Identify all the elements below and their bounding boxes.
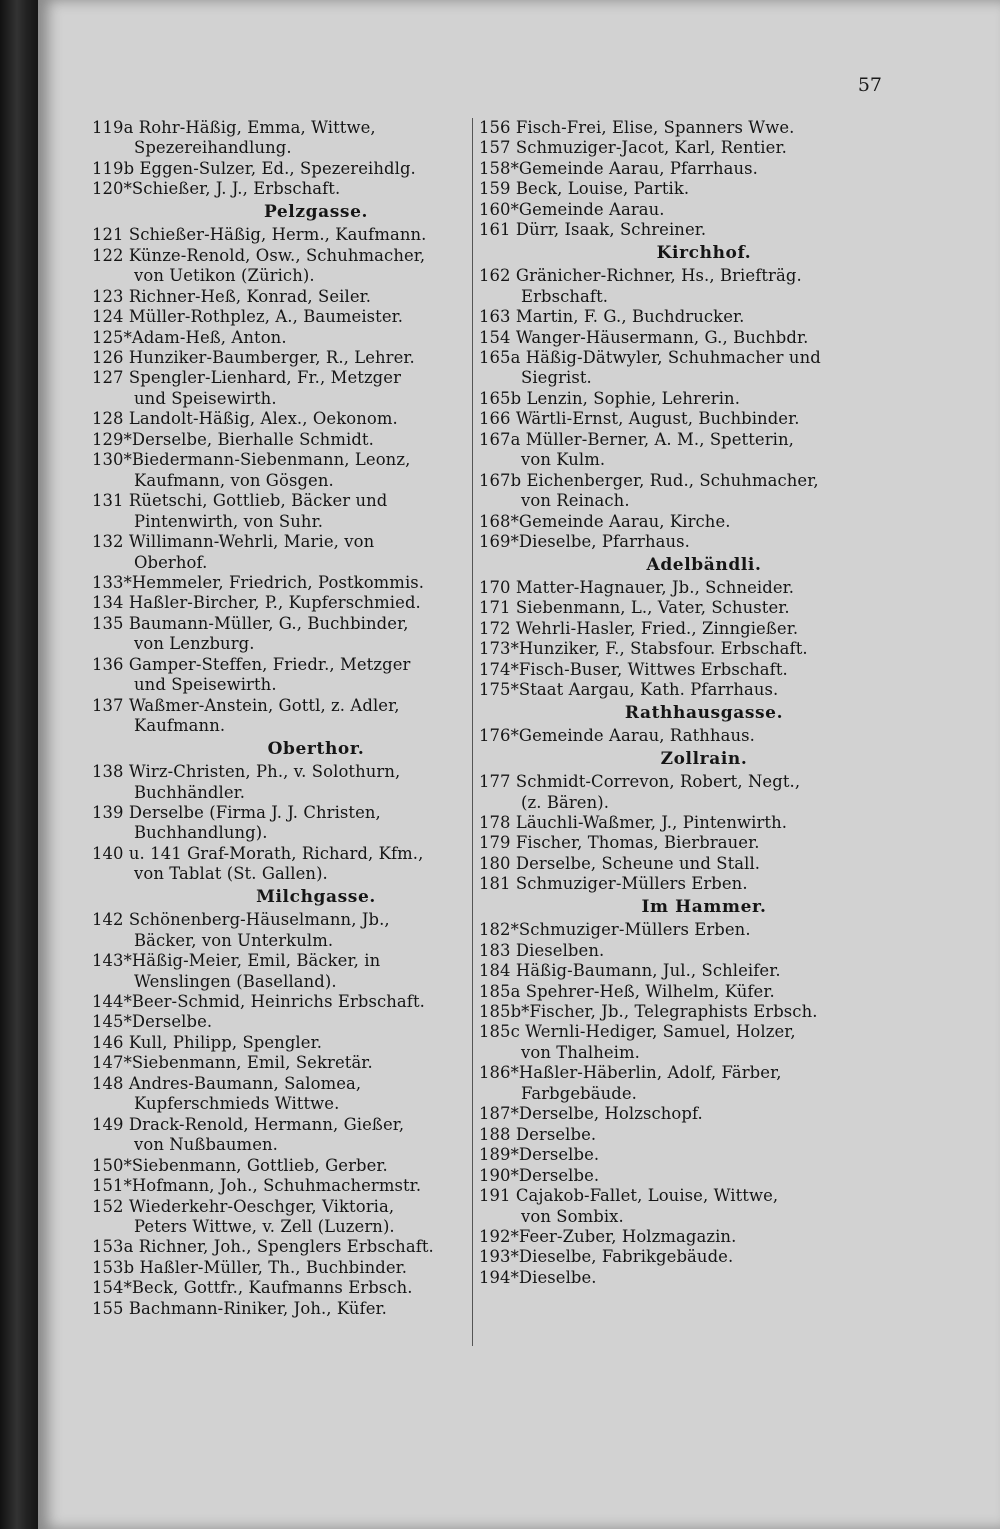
address-entry: 155 Bachmann-Riniker, Joh., Küfer. xyxy=(92,1298,387,1318)
entry-continuation: Peters Wittwe, v. Zell (Luzern). xyxy=(134,1217,395,1237)
address-entry: 121 Schießer-Häßig, Herm., Kaufmann. xyxy=(92,225,427,245)
address-entry: 147*Siebenmann, Emil, Sekretär. xyxy=(92,1053,373,1073)
address-entry: 128 Landolt-Häßig, Alex., Oekonom. xyxy=(92,409,398,429)
address-entry: 142 Schönenberg-Häuselmann, Jb., xyxy=(92,910,390,930)
address-entry: 184 Häßig-Baumann, Jul., Schleifer. xyxy=(479,961,781,981)
left-column xyxy=(92,118,500,1319)
entry-continuation: Farbgebäude. xyxy=(521,1083,637,1103)
address-entry: 189*Derselbe. xyxy=(479,1145,600,1165)
address-entry: 187*Derselbe, Holzschopf. xyxy=(479,1104,703,1124)
address-entry: 186*Haßler-Häberlin, Adolf, Färber, xyxy=(479,1063,782,1083)
address-entry: 190*Derselbe. xyxy=(479,1165,600,1185)
address-entry: 150*Siebenmann, Gottlieb, Gerber. xyxy=(92,1155,388,1175)
address-entry: 119a Rohr-Häßig, Emma, Wittwe, xyxy=(92,118,376,137)
entry-continuation: Spezereihandlung. xyxy=(134,138,292,158)
address-entry: 153a Richner, Joh., Spenglers Erbschaft. xyxy=(92,1237,434,1257)
address-entry: 127 Spengler-Lienhard, Fr., Metzger xyxy=(92,368,402,388)
address-entry: 166 Wärtli-Ernst, August, Buchbinder. xyxy=(479,409,800,429)
entry-continuation: und Speisewirth. xyxy=(134,675,277,695)
address-entry: 130*Biedermann-Siebenmann, Leonz, xyxy=(92,450,411,470)
address-entry: 176*Gemeinde Aarau, Rathhaus. xyxy=(479,726,755,746)
address-entry: 151*Hofmann, Joh., Schuhmachermstr. xyxy=(92,1176,422,1196)
address-entry: 182*Schmuziger-Müllers Erben. xyxy=(479,920,751,940)
address-entry: 169*Dieselbe, Pfarrhaus. xyxy=(479,532,690,552)
address-entry: 193*Dieselbe, Fabrikgebäude. xyxy=(479,1247,734,1267)
address-entry: 129*Derselbe, Bierhalle Schmidt. xyxy=(92,429,374,449)
right-column xyxy=(479,118,899,1288)
entry-continuation: von Thalheim. xyxy=(521,1042,640,1062)
address-entry: 153b Haßler-Müller, Th., Buchbinder. xyxy=(92,1257,408,1277)
street-heading: Im Hammer. xyxy=(641,896,767,917)
address-entry: 123 Richner-Heß, Konrad, Seiler. xyxy=(92,286,372,306)
address-entry: 185c Wernli-Hediger, Samuel, Holzer, xyxy=(479,1022,796,1042)
entry-continuation: Erbschaft. xyxy=(521,286,609,306)
address-entry: 167a Müller-Berner, A. M., Spetterin, xyxy=(479,429,794,449)
address-entry: 180 Derselbe, Scheune und Stall. xyxy=(479,853,761,873)
address-entry: 119b Eggen-Sulzer, Ed., Spezereihdlg. xyxy=(92,158,416,178)
address-entry: 145*Derselbe. xyxy=(92,1012,213,1032)
address-entry: 167b Eichenberger, Rud., Schuhmacher, xyxy=(479,470,819,490)
page-number: 57 xyxy=(857,74,882,96)
address-entry: 162 Gränicher-Richner, Hs., Briefträg. xyxy=(479,266,802,286)
entry-continuation: von Sombix. xyxy=(521,1206,624,1226)
entry-continuation: Bäcker, von Unterkulm. xyxy=(134,930,334,950)
column-divider xyxy=(472,118,473,1346)
street-heading: Rathhausgasse. xyxy=(624,702,784,723)
address-entry: 157 Schmuziger-Jacot, Karl, Rentier. xyxy=(479,138,787,158)
entry-continuation: von Reinach. xyxy=(521,491,630,511)
address-entry: 137 Waßmer-Anstein, Gottl, z. Adler, xyxy=(92,695,400,715)
address-entry: 178 Läuchli-Waßmer, J., Pintenwirth. xyxy=(479,812,788,832)
street-heading: Pelzgasse. xyxy=(263,201,369,222)
address-entry: 173*Hunziker, F., Stabsfour. Erbschaft. xyxy=(479,639,808,659)
address-entry: 138 Wirz-Christen, Ph., v. Solothurn, xyxy=(92,762,401,782)
address-entry: 160*Gemeinde Aarau. xyxy=(479,199,665,219)
book-spine xyxy=(0,0,38,1529)
entry-continuation: (z. Bären). xyxy=(521,792,610,812)
entry-continuation: von Nußbaumen. xyxy=(134,1135,278,1155)
street-heading: Adelbändli. xyxy=(646,554,762,575)
address-entry: 192*Feer-Zuber, Holzmagazin. xyxy=(479,1227,737,1247)
address-entry: 191 Cajakob-Fallet, Louise, Wittwe, xyxy=(479,1186,779,1206)
address-entry: 134 Haßler-Bircher, P., Kupferschmied. xyxy=(92,593,421,613)
address-entry: 135 Baumann-Müller, G., Buchbinder, xyxy=(92,613,409,633)
address-entry: 165b Lenzin, Sophie, Lehrerin. xyxy=(479,388,741,408)
street-heading: Oberthor. xyxy=(267,738,365,759)
address-entry: 143*Häßig-Meier, Emil, Bäcker, in xyxy=(92,951,381,971)
address-entry: 175*Staat Aargau, Kath. Pfarrhaus. xyxy=(479,680,779,700)
address-entry: 179 Fischer, Thomas, Bierbrauer. xyxy=(479,833,760,853)
entry-continuation: von Lenzburg. xyxy=(134,634,255,654)
entry-continuation: von Kulm. xyxy=(521,450,606,470)
address-entry: 159 Beck, Louise, Partik. xyxy=(479,179,690,199)
address-entry: 152 Wiederkehr-Oeschger, Viktoria, xyxy=(92,1196,395,1216)
address-entry: 161 Dürr, Isaak, Schreiner. xyxy=(479,220,707,240)
address-entry: 131 Rüetschi, Gottlieb, Bäcker und xyxy=(92,491,388,511)
address-entry: 140 u. 141 Graf-Morath, Richard, Kfm., xyxy=(92,843,424,863)
entry-continuation: Buchhändler. xyxy=(134,782,246,802)
street-heading: Kirchhof. xyxy=(656,242,752,263)
entry-continuation: Wenslingen (Baselland). xyxy=(134,971,337,991)
address-entry: 177 Schmidt-Correvon, Robert, Negt., xyxy=(479,772,801,792)
address-entry: 148 Andres-Baumann, Salomea, xyxy=(92,1073,362,1093)
address-entry: 163 Martin, F. G., Buchdrucker. xyxy=(479,307,745,327)
entry-continuation: Kupferschmieds Wittwe. xyxy=(134,1094,340,1114)
entry-continuation: Oberhof. xyxy=(134,552,208,572)
address-entry: 185a Spehrer-Heß, Wilhelm, Küfer. xyxy=(479,981,775,1001)
address-entry: 136 Gamper-Steffen, Friedr., Metzger xyxy=(92,654,411,674)
address-entry: 181 Schmuziger-Müllers Erben. xyxy=(479,874,748,894)
address-entry: 124 Müller-Rothplez, A., Baumeister. xyxy=(92,307,404,327)
entry-continuation: von Tablat (St. Gallen). xyxy=(134,864,328,884)
entry-continuation: Pintenwirth, von Suhr. xyxy=(134,511,324,531)
address-entry: 122 Künze-Renold, Osw., Schuhmacher, xyxy=(92,245,426,265)
address-entry: 194*Dieselbe. xyxy=(479,1267,597,1287)
address-entry: 139 Derselbe (Firma J. J. Christen, xyxy=(92,802,381,822)
address-entry: 158*Gemeinde Aarau, Pfarrhaus. xyxy=(479,158,758,178)
entry-continuation: Kaufmann, von Gösgen. xyxy=(134,470,334,490)
address-entry: 132 Willimann-Wehrli, Marie, von xyxy=(92,532,375,552)
address-entry: 188 Derselbe. xyxy=(479,1124,597,1144)
address-entry: 126 Hunziker-Baumberger, R., Lehrer. xyxy=(92,347,415,367)
address-entry: 168*Gemeinde Aarau, Kirche. xyxy=(479,511,731,531)
address-entry: 133*Hemmeler, Friedrich, Postkommis. xyxy=(92,572,425,592)
street-heading: Zollrain. xyxy=(660,748,748,769)
address-entry: 183 Dieselben. xyxy=(479,940,605,960)
entry-continuation: Siegrist. xyxy=(521,368,592,388)
address-entry: 144*Beer-Schmid, Heinrichs Erbschaft. xyxy=(92,992,425,1012)
address-entry: 165a Häßig-Dätwyler, Schuhmacher und xyxy=(479,347,821,367)
address-entry: 149 Drack-Renold, Hermann, Gießer, xyxy=(92,1114,405,1134)
address-entry: 120*Schießer, J. J., Erbschaft. xyxy=(92,179,341,199)
address-entry: 170 Matter-Hagnauer, Jb., Schneider. xyxy=(479,577,795,597)
address-entry: 154*Beck, Gottfr., Kaufmanns Erbsch. xyxy=(92,1278,413,1298)
entry-continuation: Kaufmann. xyxy=(134,716,226,736)
address-entry: 154 Wanger-Häusermann, G., Buchbdr. xyxy=(479,327,809,347)
address-entry: 146 Kull, Philipp, Spengler. xyxy=(92,1032,323,1052)
address-entry: 125*Adam-Heß, Anton. xyxy=(92,327,287,347)
entry-continuation: Buchhandlung). xyxy=(134,823,268,843)
street-heading: Milchgasse. xyxy=(256,886,376,907)
address-entry: 174*Fisch-Buser, Wittwes Erbschaft. xyxy=(479,659,788,679)
address-entry: 156 Fisch-Frei, Elise, Spanners Wwe. xyxy=(479,118,795,137)
address-entry: 185b*Fischer, Jb., Telegraphists Erbsch. xyxy=(479,1002,818,1022)
address-entry: 171 Siebenmann, L., Vater, Schuster. xyxy=(479,598,790,618)
entry-continuation: von Uetikon (Zürich). xyxy=(134,266,315,286)
entry-continuation: und Speisewirth. xyxy=(134,388,277,408)
address-entry: 172 Wehrli-Hasler, Fried., Zinngießer. xyxy=(479,618,799,638)
